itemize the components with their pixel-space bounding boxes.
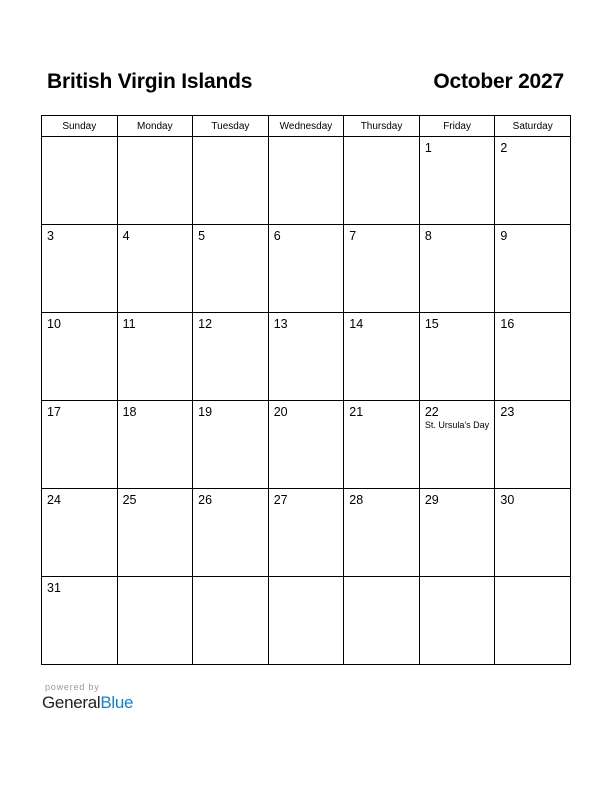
day-cell: [419, 313, 495, 401]
week-row: [42, 137, 571, 225]
day-cell: [495, 313, 571, 401]
empty-day-cell: [193, 577, 269, 665]
day-number: 26: [198, 493, 213, 507]
powered-by-label: powered by: [45, 682, 100, 692]
day-number: 31: [47, 581, 61, 595]
calendar-body: [42, 137, 571, 665]
day-number: 9: [500, 229, 508, 243]
day-number: 24: [47, 493, 61, 507]
day-number: 12: [198, 317, 213, 331]
brand-part-general: General: [42, 693, 101, 712]
day-number: 10: [47, 317, 61, 331]
day-number: 14: [349, 317, 364, 331]
day-number: 15: [424, 317, 439, 331]
day-cell: [344, 489, 420, 577]
empty-day-cell: [117, 137, 193, 225]
day-cell: [268, 401, 344, 489]
day-number: 13: [273, 317, 288, 331]
empty-day-cell: [117, 577, 193, 665]
weekday-header-monday: Monday: [117, 116, 193, 137]
day-number: 2: [500, 141, 508, 155]
day-cell: [42, 577, 118, 665]
day-cell: [193, 401, 269, 489]
day-cell: [419, 489, 495, 577]
day-cell: [268, 313, 344, 401]
day-number: 1: [424, 141, 432, 155]
empty-day-cell: [344, 577, 420, 665]
holiday-label: St. Ursula’s Day: [424, 420, 490, 430]
generalblue-logo[interactable]: [42, 693, 133, 713]
day-cell: [419, 225, 495, 313]
day-cell: [42, 401, 118, 489]
day-cell: [495, 225, 571, 313]
day-cell: [193, 489, 269, 577]
day-cell: [117, 225, 193, 313]
day-number: 4: [122, 229, 130, 243]
day-number: 27: [273, 493, 288, 507]
day-cell: [42, 313, 118, 401]
brand-part-blue: Blue: [100, 693, 134, 712]
day-cell: [193, 313, 269, 401]
weekday-header-saturday: Saturday: [495, 116, 571, 137]
day-cell: [419, 401, 495, 489]
day-number: 19: [198, 405, 213, 419]
day-number: 30: [500, 493, 515, 507]
week-row: [42, 489, 571, 577]
weekday-header-row: [42, 116, 571, 137]
weekday-header-thursday: Thursday: [344, 116, 420, 137]
day-cell: [419, 137, 495, 225]
day-cell: [117, 313, 193, 401]
day-cell: [117, 489, 193, 577]
day-cell: [344, 225, 420, 313]
calendar-region-title: British Virgin Islands: [47, 70, 253, 93]
day-number: 17: [47, 405, 61, 419]
day-number: 29: [424, 493, 439, 507]
day-number: 3: [47, 229, 54, 243]
day-cell: [268, 225, 344, 313]
calendar-month-title: October 2027: [433, 70, 564, 93]
day-number: 25: [122, 493, 137, 507]
day-cell: [268, 489, 344, 577]
day-cell: [42, 489, 118, 577]
day-number: 11: [122, 317, 136, 331]
day-cell: [344, 313, 420, 401]
weekday-header-sunday: Sunday: [42, 116, 118, 137]
week-row: [42, 577, 571, 665]
day-number: 8: [424, 229, 432, 243]
empty-day-cell: [419, 577, 495, 665]
day-cell: [495, 137, 571, 225]
day-number: 20: [273, 405, 288, 419]
weekday-header-wednesday: Wednesday: [268, 116, 344, 137]
day-number: 22: [424, 405, 439, 419]
calendar-grid: [41, 115, 571, 665]
day-number: 16: [500, 317, 515, 331]
day-number: 21: [349, 405, 364, 419]
empty-day-cell: [193, 137, 269, 225]
day-cell: [495, 401, 571, 489]
week-row: [42, 313, 571, 401]
week-row: [42, 401, 571, 489]
empty-day-cell: [42, 137, 118, 225]
week-row: [42, 225, 571, 313]
day-cell: [344, 401, 420, 489]
day-number: 18: [122, 405, 137, 419]
empty-day-cell: [495, 577, 571, 665]
day-cell: [193, 225, 269, 313]
day-number: 23: [500, 405, 515, 419]
weekday-header-friday: Friday: [419, 116, 495, 137]
empty-day-cell: [268, 137, 344, 225]
weekday-header-tuesday: Tuesday: [193, 116, 269, 137]
day-number: 28: [349, 493, 364, 507]
empty-day-cell: [344, 137, 420, 225]
day-cell: [42, 225, 118, 313]
day-number: 6: [273, 229, 281, 243]
day-cell: [117, 401, 193, 489]
day-number: 7: [349, 229, 357, 243]
day-cell: [495, 489, 571, 577]
empty-day-cell: [268, 577, 344, 665]
day-number: 5: [198, 229, 206, 243]
